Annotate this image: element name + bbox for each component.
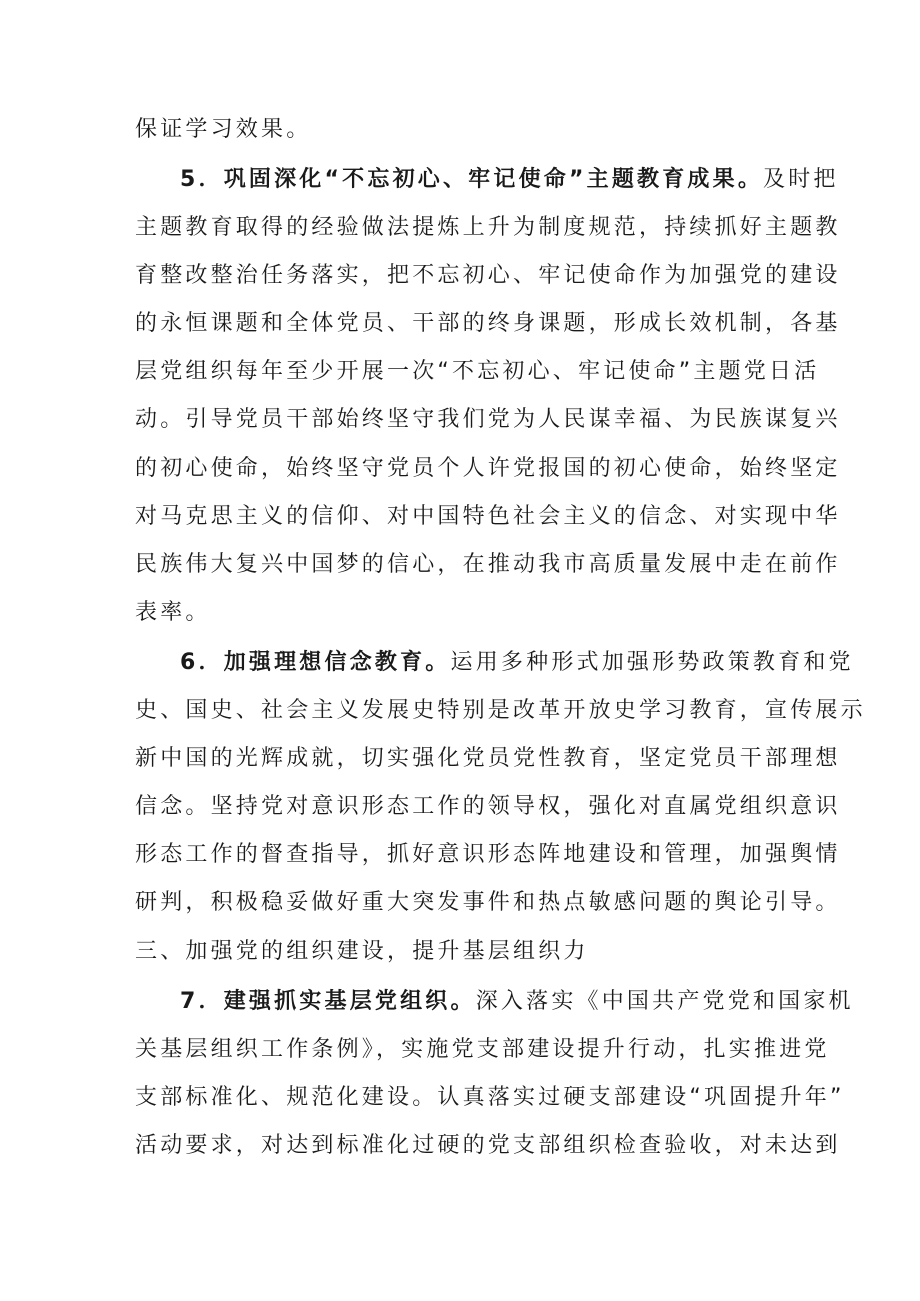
paragraph-7-heading: 7．建强抓实基层党组织。 <box>180 989 476 1014</box>
paragraph-line: 主题教育取得的经验做法提炼上升为制度规范，持续抓好主题教 <box>135 215 841 240</box>
paragraph-line: 活动要求，对达到标准化过硬的党支部组织检查验收，对未达到 <box>135 1133 841 1158</box>
paragraph-line: 史、国史、社会主义发展史特别是改革开放史学习教育，宣传展示 <box>135 698 866 723</box>
paragraph-5-heading: 5．巩固深化“不忘初心、牢记使命”主题教育成果。 <box>180 167 764 192</box>
paragraph-7-first-tail: 深入落实《中国共产党党和国家机 <box>475 989 854 1014</box>
paragraph-line: 的初心使命，始终坚守党员个人许党报国的初心使命，始终坚定 <box>135 456 841 481</box>
paragraph-line: 表率。 <box>135 600 211 625</box>
paragraph-line: 层党组织每年至少开展一次“不忘初心、牢记使命”主题党日活 <box>135 359 820 384</box>
paragraph-line: 保证学习效果。 <box>135 117 312 142</box>
paragraph-5-first-line <box>180 166 839 194</box>
paragraph-line: 新中国的光辉成就，切实强化党员党性教育，坚定党员干部理想 <box>135 746 841 771</box>
paragraph-line: 育整改整治任务落实，把不忘初心、牢记使命作为加强党的建设 <box>135 263 841 288</box>
paragraph-6-heading: 6．加强理想信念教育。 <box>180 650 451 675</box>
paragraph-line: 动。引导党员干部始终坚守我们党为人民谋幸福、为民族谋复兴 <box>135 407 841 432</box>
paragraph-line: 对马克思主义的信仰、对中国特色社会主义的信念、对实现中华 <box>135 504 841 529</box>
paragraph-line: 支部标准化、规范化建设。认真落实过硬支部建设“巩固提升年” <box>135 1085 845 1110</box>
paragraph-line: 研判，积极稳妥做好重大突发事件和热点敏感问题的舆论引导。 <box>135 890 841 915</box>
section-title: 三、加强党的组织建设，提升基层组织力 <box>135 939 589 964</box>
paragraph-7-first-line <box>180 988 854 1016</box>
paragraph-line: 关基层组织工作条例》，实施党支部建设提升行动，扎实推进党 <box>135 1037 830 1062</box>
paragraph-line: 民族伟大复兴中国梦的信心，在推动我市高质量发展中走在前作 <box>135 552 841 577</box>
paragraph-6-first-tail: 运用多种形式加强形势政策教育和党 <box>450 650 854 675</box>
paragraph-5-first-tail: 及时把 <box>763 167 839 192</box>
paragraph-line: 的永恒课题和全体党员、干部的终身课题，形成长效机制，各基 <box>135 311 841 336</box>
paragraph-line: 信念。坚持党对意识形态工作的领导权，强化对直属党组织意识 <box>135 794 841 819</box>
paragraph-6-first-line <box>180 649 854 677</box>
paragraph-line: 形态工作的督查指导，抓好意识形态阵地建设和管理，加强舆情 <box>135 842 841 867</box>
